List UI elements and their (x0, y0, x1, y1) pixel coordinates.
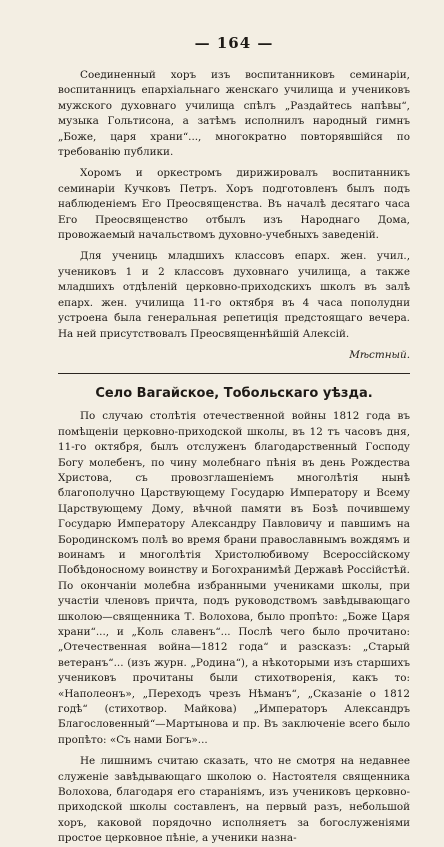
paragraph-rehearsal: Для учениць младшихъ классовъ епарх. жен. учил., учениковъ 1 и 2 классовъ духовнаго училища, а также младшихъ отдѣленій церковно-приходскихъ школъ въ залѣ епарх. жен. училища 11-го октября въ 4 часа пополудни устроена была генеральная репетиція предстоящаго вечера. На ней присутствовалъ Преосвященнѣйшій Алексій. (58, 250, 410, 340)
section-heading: Село Вагайское, Тобольскаго уѣзда. (95, 386, 373, 402)
signature: Мѣстный. (349, 348, 410, 361)
page-number: — 164 — (194, 34, 274, 52)
section-divider (58, 373, 410, 374)
paragraph-anniversary: По случаю столѣтія отечественной войны 1812 года въ помѣщеніи церковно-приходской школы, въ 12 тъ часовъ дня, 11-го октября, былъ отслуженъ благодарственный Господу Богу молебенъ, по чину молебнаго пѣнія въ день Рождества Христова, съ провозглашеніемъ многолѣтія нынѣ благополучно Царствующему Государю Императору и Всему Царствующему Дому, вѣчной памяти въ Бозѣ почившему Государю Императору Александру Павловичу и павшимъ на Бородинскомъ полѣ во время брани православнымъ вождямъ и воинамъ и многолѣтія Христолюбивому Всероссійскому Побѣдоносному воинству и Богохранимѣй Державѣ Россійстѣй. По окончаніи молебна избранными учениками школы, при участіи членовъ причта, подъ руководствомъ завѣдывающаго школою—священника Т. Волохова, было пропѣто: „Боже Царя храни“..., и „Коль славенъ“... Послѣ чего было прочитано: „Отечественная война—1812 года“ и разсказъ: „Старый ветеранъ“... (изъ журн. „Родина“), а нѣкоторыми изъ старшихъ учениковъ прочитаны были стихотворенія, какъ то: «Наполеонъ», „Переходъ чрезъ Нѣманъ“, „Сказаніе о 1812 годѣ“ (стихотвор. Майкова) „Императоръ Александръ Благословенный“—Мартынова и пр. Въ заключеніе всего было пропѣто: «Съ нами Богъ»... (58, 410, 410, 746)
paragraph-choir: Соединенный хоръ изъ воспитанниковъ семинаріи, воспитанницъ епархіальнаго женскаго училища и учениковъ мужского духовнаго училища спѣлъ „Раздайтесь напѣвы“, музыка Гольтисона, а затѣмъ исполнилъ народный гимнъ „Боже, царя храни“..., многократно повторявшійся по требованію публики. (58, 69, 410, 159)
paragraph-choir-formation: Не лишнимъ считаю сказать, что не смотря на недавнее служеніе завѣдывающаго школою о. Настоятеля священника Волохова, благодаря его стараніямъ, изъ учениковъ церковно-приходской школы составленъ, на первый разъ, небольшой хоръ, каковой порядочно исполняетъ за богослуженіями простое церковное пѣніе, а ученики назна- (58, 755, 410, 845)
paragraph-conductor: Хоромъ и оркестромъ дирижировалъ воспитанникъ семинаріи Кучковъ Петръ. Хоръ подготовленъ былъ подъ наблюденіемъ Его Преосвященства. Въ началѣ десятаго часа Его Преосвященство отбылъ изъ Народнаго Дома, провожаемый начальствомъ духовно-учебныхъ заведеній. (58, 167, 410, 242)
